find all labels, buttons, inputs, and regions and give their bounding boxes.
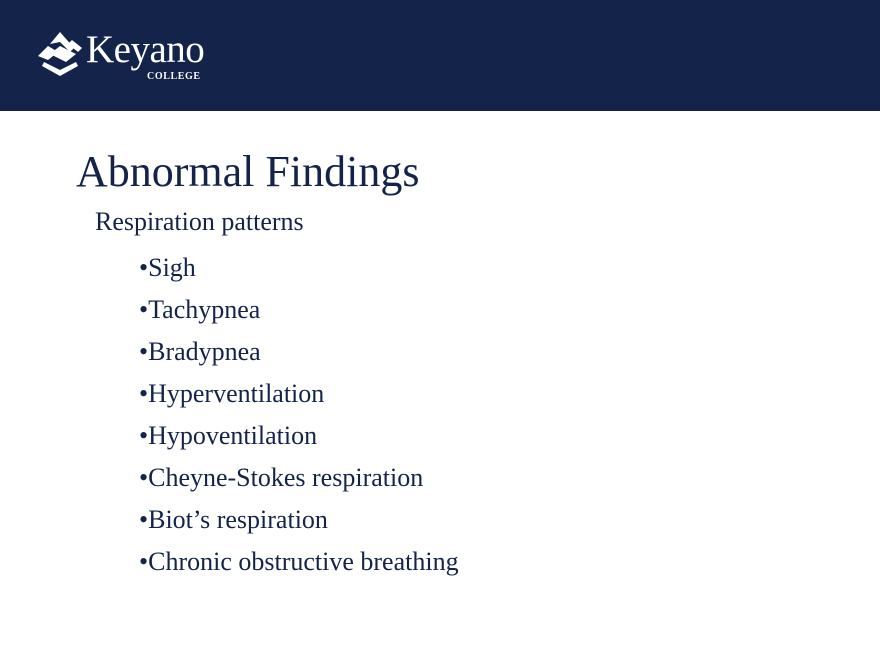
header-bar <box>0 0 880 111</box>
bullet-item: •Hyperventilation <box>139 379 325 408</box>
slide-title: Abnormal Findings <box>76 147 420 196</box>
college-logo <box>36 28 216 88</box>
logo-wordmark: Keyano <box>86 28 205 71</box>
bullet-item: •Tachypnea <box>139 295 261 324</box>
bullet-item: •Chronic obstructive breathing <box>139 547 459 576</box>
bullet-list <box>139 247 459 583</box>
bullet-item: •Hypoventilation <box>139 421 318 450</box>
bullet-item: •Bradypnea <box>139 337 261 366</box>
keyano-logo-icon <box>36 30 84 78</box>
bullet-item: •Cheyne-Stokes respiration <box>139 463 424 492</box>
bullet-item: •Biot’s respiration <box>139 505 328 534</box>
logo-subtitle: COLLEGE <box>147 71 201 82</box>
section-heading: Respiration patterns <box>95 207 304 236</box>
bullet-item: •Sigh <box>139 253 196 282</box>
